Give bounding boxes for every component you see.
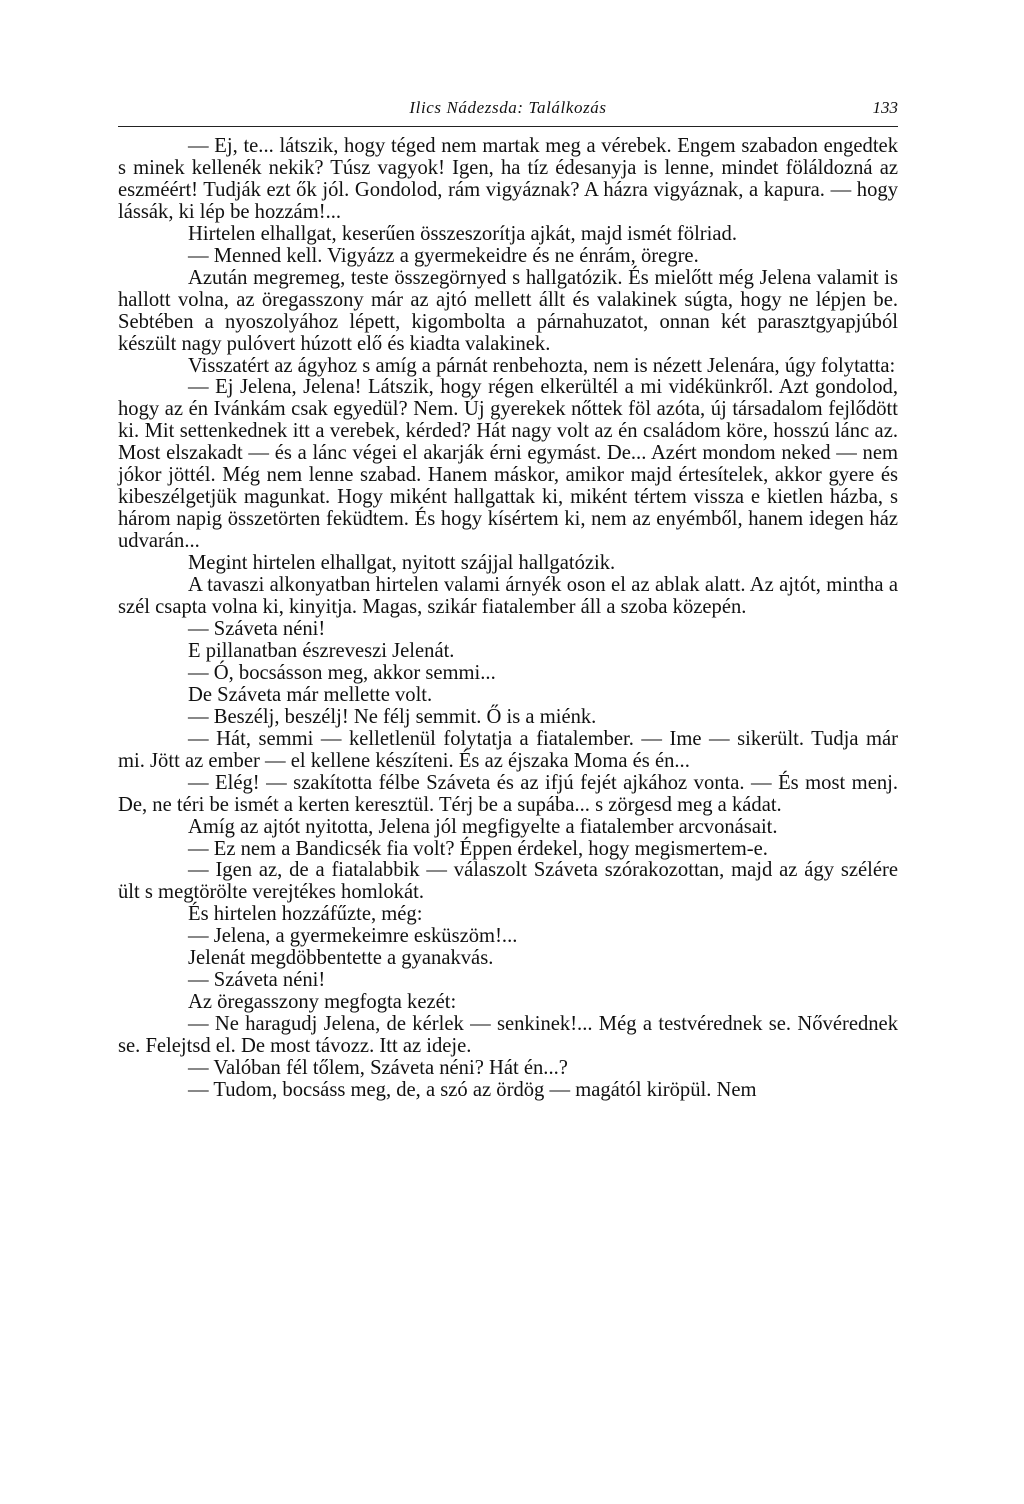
paragraph: — Ej Jelena, Jelena! Látszik, hogy régen elkerültél a mi vidékünkről. Azt gondolod, hogy az én Ivánkám csak egyedül? Nem. Új gyerekek nőttek föl azóta, új társadalom fejlődött ki. Mit settenkednek itt a verebek, kérded? Hát nagy volt az én családom köre, hosszú lánc az. Most elszakadt — és a lánc végei el akarják érni egymást. De... Azért mondom neked — nem jókor jöttél. Még nem lenne szabad. Hanem máskor, amikor majd értesítelek, akkor gyere és kibeszélgetjük magunkat. Hogy miként hallgattak ki, miként tértem vissza e kietlen házba, s három napig összetörten feküdtem. És hogy kísértem ki, nem az enyémből, hanem idegen ház udvarán... xyxy=(118,376,898,553)
paragraph: — Száveta néni! xyxy=(188,617,326,640)
paragraph: Megint hirtelen elhallgat, nyitott szájjal hallgatózik. xyxy=(188,552,616,575)
paragraph: — Ne haragudj Jelena, de kérlek — senkinek!... Még a testvérednek se. Nővérednek se. Felejtsd el. De most távozz. Itt az ideje. xyxy=(118,1013,898,1058)
paragraph: — Beszélj, beszélj! Ne félj semmit. Ő is a miénk. xyxy=(188,705,597,728)
paragraph: — Elég! — szakította félbe Száveta és az ifjú fejét ajkához vonta. — És most menj. De, ne téri be ismét a kerten keresztül. Térj be a supába... s zörgesd meg a kádat. xyxy=(118,771,898,816)
paragraph: — Száveta néni! xyxy=(188,969,326,992)
paragraph: — Menned kell. Vigyázz a gyermekeidre és ne énrám, öregre. xyxy=(188,244,699,267)
paragraph: De Száveta már mellette volt. xyxy=(188,683,433,706)
paragraph: — Valóban fél tőlem, Száveta néni? Hát én...? xyxy=(188,1057,568,1080)
paragraph: — Ez nem a Bandicsék fia volt? Éppen érdekel, hogy megismertem-e. xyxy=(188,837,768,860)
paragraph: Amíg az ajtót nyitotta, Jelena jól megfigyelte a fiatalember arcvonásait. xyxy=(188,815,778,838)
header-rule xyxy=(118,126,898,127)
paragraph: E pillanatban észreveszi Jelenát. xyxy=(188,639,455,662)
paragraph: A tavaszi alkonyatban hirtelen valami árnyék oson el az ablak alatt. Az ajtót, mintha a szél csapta volna ki, kinyitja. Magas, szikár fiatalember áll a szoba közepén. xyxy=(118,574,898,619)
paragraph: — Igen az, de a fiatalabbik — válaszolt Száveta szórakozottan, majd az ágy szélére ült s megtörölte verejtékes homlokát. xyxy=(118,859,898,904)
paragraph: Hirtelen elhallgat, keserűen összeszorítja ajkát, majd ismét fölriad. xyxy=(188,222,737,245)
paragraph: Visszatért az ágyhoz s amíg a párnát renbehozta, nem is nézett Jelenára, úgy folytatta: xyxy=(188,354,896,377)
paragraph: — Ej, te... látszik, hogy téged nem martak meg a vérebek. Engem szabadon engedtek s minek kellenék nekik? Túsz vagyok! Igen, ha tíz édesanyja is lenne, mindet föláldozná az eszméért! Tudják ezt ők jól. Gondolod, rám vigyáznak? A házra vigyáznak, a kapura. — hogy lássák, ki lép be hozzám!... xyxy=(118,135,898,223)
paragraph: Azután megremeg, teste összegörnyed s hallgatózik. És mielőtt még Jelena valamit is hallott volna, az öregasszony már az ajtó mellett állt és valakinek súgta, hogy ne lépjen be. Sebtében a nyoszolyához lépett, kigombolta a párnahuzatot, onnan két parasztgyapjúból készült nagy pulóvert húzott elő és kiadta valakinek. xyxy=(118,266,898,355)
paragraph: És hirtelen hozzáfűzte, még: xyxy=(188,903,423,926)
paragraph: Az öregasszony megfogta kezét: xyxy=(188,991,457,1014)
text-body xyxy=(118,136,898,1102)
paragraph: — Jelena, a gyermekeimre esküszöm!... xyxy=(188,925,518,948)
paragraph: Jelenát megdöbbentette a gyanakvás. xyxy=(188,947,494,970)
paragraph: — Tudom, bocsáss meg, de, a szó az ördög — magától kiröpül. Nem xyxy=(188,1078,757,1101)
paragraph: — Ó, bocsásson meg, akkor semmi... xyxy=(188,661,496,684)
running-header xyxy=(118,98,898,126)
page-number: 133 xyxy=(872,98,898,117)
paragraph: — Hát, semmi — kelletlenül folytatja a fiatalember. — Ime — sikerült. Tudja már mi. Jött az ember — el kellene készíteni. És az éjszaka Moma és én... xyxy=(118,727,898,772)
running-title: Ilics Nádezsda: Találkozás xyxy=(409,98,607,117)
